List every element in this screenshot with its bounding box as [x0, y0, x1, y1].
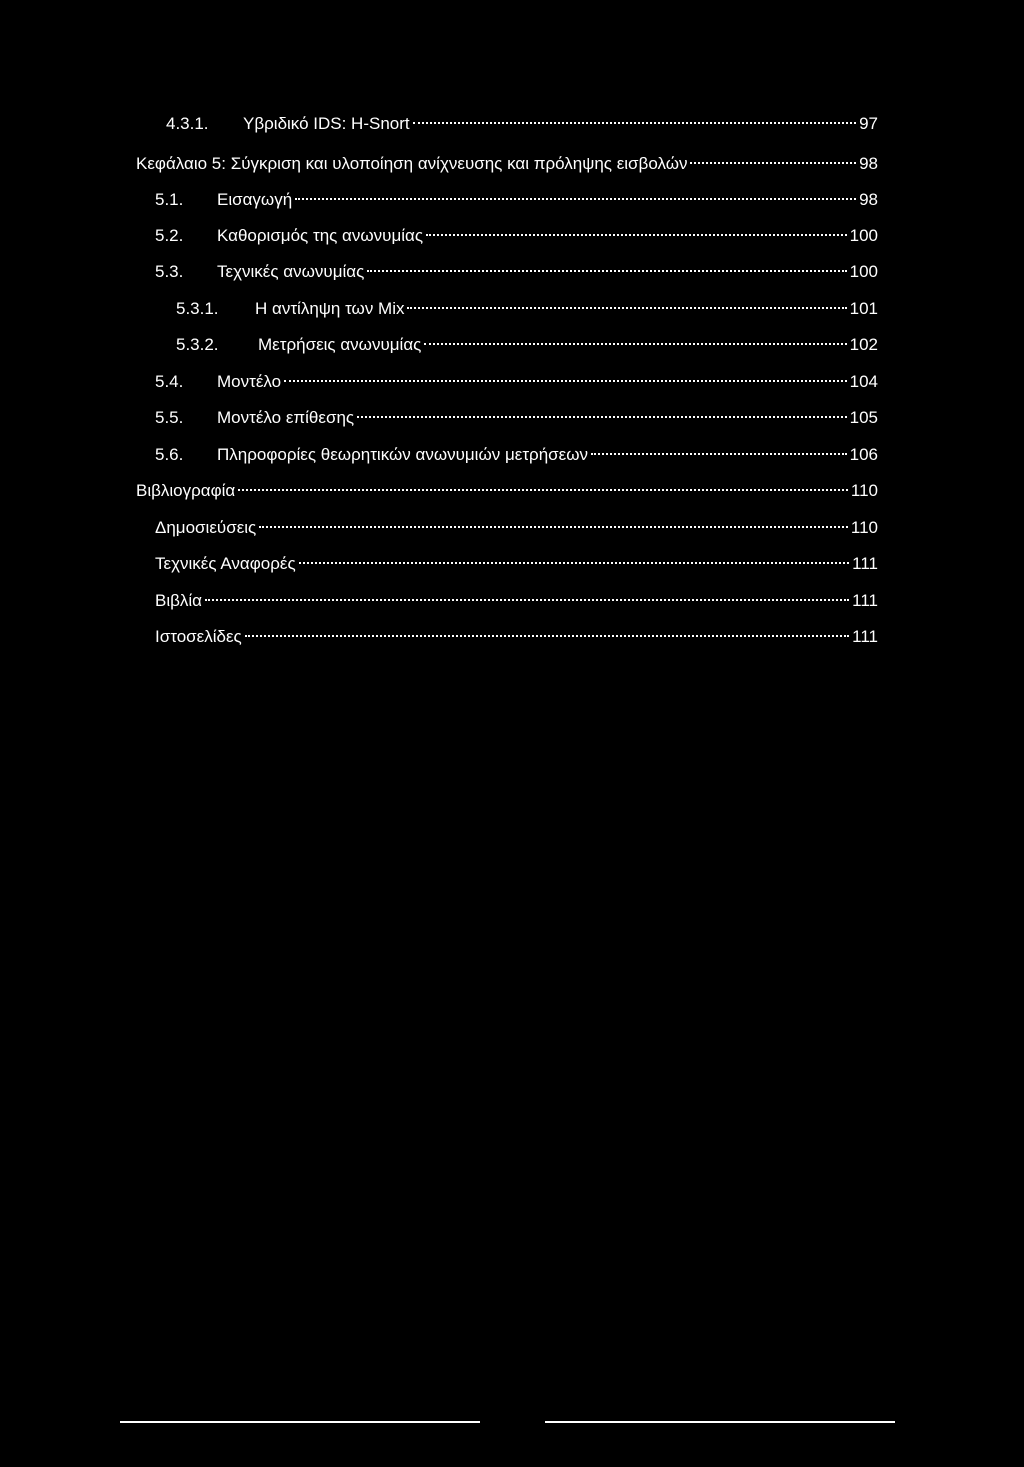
toc-entry-page: 105: [849, 408, 878, 427]
toc-entry-number: 5.3.1.: [176, 299, 219, 318]
toc-entry-page: 110: [850, 481, 878, 500]
toc-entry[interactable]: [155, 511, 878, 537]
toc-entry-title: Η αντίληψη των Mix: [255, 299, 405, 318]
toc-entry-title: Βιβλία: [155, 591, 202, 610]
toc-entry-title: Υβριδικό IDS: H-Snort: [243, 114, 410, 133]
toc-entry-title: Εισαγωγή: [217, 190, 293, 209]
dot-leader: [690, 147, 856, 169]
toc-entry-title: Κεφάλαιο 5: Σύγκριση και υλοποίηση ανίχνευσης και πρόληψης εισβολών: [136, 154, 688, 173]
dot-leader: [238, 474, 848, 496]
toc-entry-number: 5.5.: [155, 408, 184, 427]
toc-entry-title: Τεχνικές Αναφορές: [155, 554, 296, 573]
dot-leader: [299, 547, 850, 569]
toc-entry-number: 5.3.2.: [176, 335, 219, 354]
dot-leader: [259, 511, 848, 533]
toc-entry-number: 4.3.1.: [166, 114, 209, 133]
toc-entry[interactable]: [155, 365, 878, 391]
dot-leader: [367, 255, 846, 277]
footer-rules: [0, 1418, 1024, 1430]
toc-entry[interactable]: [155, 255, 878, 281]
footer-rule-left: [120, 1421, 480, 1423]
toc-entry[interactable]: [136, 474, 878, 500]
dot-leader: [591, 438, 847, 460]
toc-entry[interactable]: [155, 584, 878, 610]
toc-entry-number: 5.1.: [155, 190, 184, 209]
toc-entry[interactable]: [166, 107, 878, 133]
toc-entry-number: 5.4.: [155, 372, 184, 391]
dot-leader: [426, 219, 847, 241]
toc-entry[interactable]: [155, 219, 878, 245]
toc-entry-title: Τεχνικές ανωνυμίας: [217, 262, 365, 281]
toc-entry-title: Δημοσιεύσεις: [155, 518, 257, 537]
dot-leader: [295, 183, 856, 205]
toc-entry-page: 111: [852, 554, 878, 573]
toc-entry-page: 111: [852, 627, 878, 646]
toc-entry[interactable]: [155, 401, 878, 427]
dot-leader: [407, 292, 846, 314]
toc-entry[interactable]: [136, 147, 878, 173]
toc-entry-title: Μετρήσεις ανωνυμίας: [258, 335, 422, 354]
toc-entry-number: 5.3.: [155, 262, 184, 281]
toc-entry-number: 5.2.: [155, 226, 184, 245]
dot-leader: [357, 401, 847, 423]
toc-entry-page: 110: [850, 518, 878, 537]
dot-leader: [424, 328, 846, 350]
toc-entry-title: Καθορισμός της ανωνυμίας: [217, 226, 424, 245]
toc-entry-page: 100: [849, 262, 878, 281]
toc-entry-page: 101: [849, 299, 878, 318]
toc-entry[interactable]: [176, 328, 878, 354]
toc-entry-title: Βιβλιογραφία: [136, 481, 236, 500]
dot-leader: [413, 107, 856, 129]
dot-leader: [205, 584, 849, 606]
toc-entry-page: 100: [849, 226, 878, 245]
toc-entry-page: 104: [849, 372, 878, 391]
toc-entry[interactable]: [155, 183, 878, 209]
dot-leader: [284, 365, 847, 387]
toc-entry-page: 102: [849, 335, 878, 354]
toc-entry-number: 5.6.: [155, 445, 184, 464]
toc-entry-title: Μοντέλο: [217, 372, 282, 391]
toc-entry[interactable]: [155, 438, 878, 464]
toc-entry-title: Μοντέλο επίθεσης: [217, 408, 355, 427]
toc-entry[interactable]: [155, 620, 878, 646]
footer-rule-right: [545, 1421, 895, 1423]
dot-leader: [245, 620, 849, 642]
toc-entry[interactable]: [155, 547, 878, 573]
toc-entry-page: 98: [859, 154, 878, 173]
toc-entry-page: 97: [859, 114, 878, 133]
toc-entry-page: 106: [849, 445, 878, 464]
toc-entry-page: 111: [852, 591, 878, 610]
toc-entry-page: 98: [859, 190, 878, 209]
toc-entry-title: Πληροφορίες θεωρητικών ανωνυμιών μετρήσεων: [217, 445, 589, 464]
toc-entry-title: Ιστοσελίδες: [155, 627, 242, 646]
toc-entry[interactable]: [176, 292, 878, 318]
